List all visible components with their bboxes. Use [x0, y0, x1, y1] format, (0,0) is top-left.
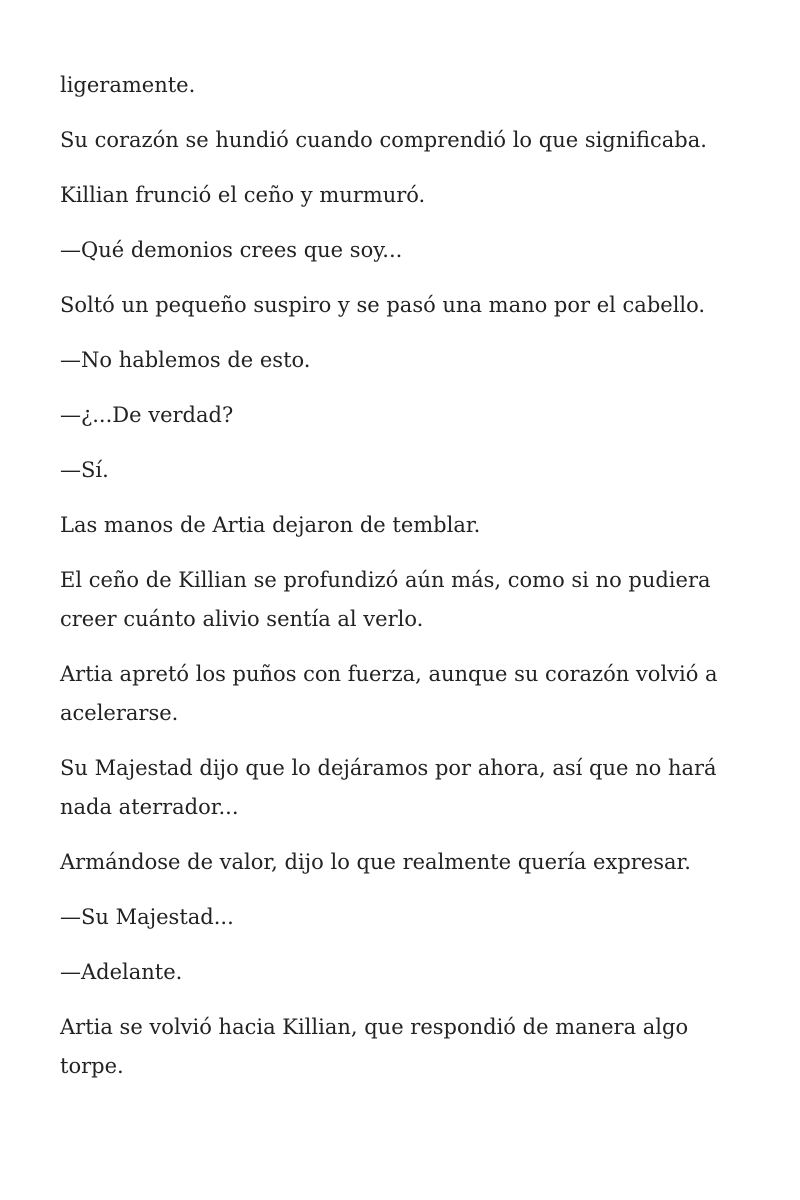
paragraph: —¿...De verdad?: [60, 403, 234, 427]
paragraph: Soltó un pequeño suspiro y se pasó una mano por el cabello.: [60, 293, 706, 317]
paragraph: —Qué demonios crees que soy...: [60, 238, 403, 262]
paragraph: Artia apretó los puños con fuerza, aunque su corazón volvió a acelerarse.: [60, 662, 718, 725]
paragraph: Su Majestad dijo que lo dejáramos por ahora, así que no hará nada aterrador...: [60, 756, 717, 819]
paragraph: El ceño de Killian se profundizó aún más, como si no pudiera creer cuánto alivio sentía al verlo.: [60, 568, 711, 631]
paragraph: —Adelante.: [60, 960, 183, 984]
paragraph: Las manos de Artia dejaron de temblar.: [60, 513, 481, 537]
paragraph: —Su Majestad...: [60, 905, 234, 929]
paragraph: Killian frunció el ceño y murmuró.: [60, 183, 426, 207]
paragraph: Artia se volvió hacia Killian, que respondió de manera algo torpe.: [60, 1015, 689, 1078]
paragraph: Armándose de valor, dijo lo que realmente quería expresar.: [60, 850, 691, 874]
paragraph: —Sí.: [60, 458, 109, 482]
paragraph: —No hablemos de esto.: [60, 348, 311, 372]
paragraph: ligeramente.: [60, 73, 196, 97]
paragraph: Su corazón se hundió cuando comprendió lo que significaba.: [60, 128, 707, 152]
reading-page: [60, 66, 750, 1102]
